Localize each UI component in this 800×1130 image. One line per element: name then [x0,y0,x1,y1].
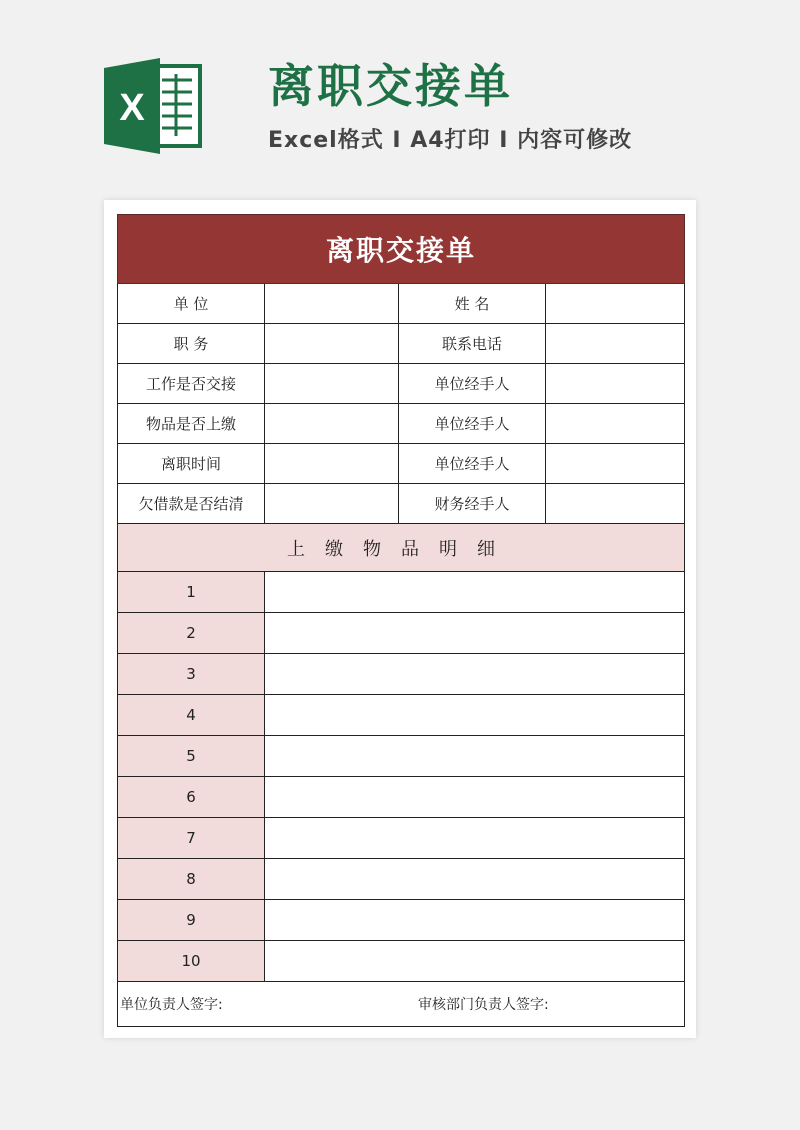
item-detail-cell[interactable] [265,941,685,982]
input-debt-settled[interactable] [265,484,399,524]
label-items-returned: 物品是否上缴 [118,404,265,444]
label-unit-handler-1: 单位经手人 [399,364,546,404]
input-leave-date[interactable] [265,444,399,484]
item-row [118,941,685,982]
info-row [118,484,685,524]
item-number: 2 [118,613,265,654]
excel-logo-icon [104,58,204,154]
item-detail-cell[interactable] [265,900,685,941]
input-unit-handler-1[interactable] [546,364,685,404]
label-name: 姓 名 [399,284,546,324]
unit-head-signature-label: 单位负责人签字: [120,997,223,1013]
input-unit-handler-3[interactable] [546,444,685,484]
item-number: 8 [118,859,265,900]
section-title: 上缴物品明细 [118,524,685,572]
item-detail-cell[interactable] [265,736,685,777]
item-row [118,900,685,941]
item-row [118,818,685,859]
label-phone: 联系电话 [399,324,546,364]
form-title: 离职交接单 [118,215,685,284]
input-phone[interactable] [546,324,685,364]
item-row [118,777,685,818]
item-detail-cell[interactable] [265,613,685,654]
item-detail-cell[interactable] [265,654,685,695]
input-items-returned[interactable] [265,404,399,444]
item-detail-cell[interactable] [265,777,685,818]
item-number: 7 [118,818,265,859]
info-row [118,284,685,324]
input-name[interactable] [546,284,685,324]
item-number: 1 [118,572,265,613]
item-row [118,736,685,777]
label-leave-date: 离职时间 [118,444,265,484]
page-header [0,0,800,200]
label-debt-settled: 欠借款是否结清 [118,484,265,524]
item-row [118,654,685,695]
input-finance-handler[interactable] [546,484,685,524]
item-number: 4 [118,695,265,736]
logo-letter: X [119,87,145,129]
input-work-handover[interactable] [265,364,399,404]
item-detail-cell[interactable] [265,859,685,900]
item-number: 9 [118,900,265,941]
item-row [118,572,685,613]
label-unit-handler-3: 单位经手人 [399,444,546,484]
info-row [118,324,685,364]
label-work-handover: 工作是否交接 [118,364,265,404]
label-unit-handler-2: 单位经手人 [399,404,546,444]
page-subtitle: Excel格式 I A4打印 I 内容可修改 [268,128,633,153]
item-detail-cell[interactable] [265,572,685,613]
page-title: 离职交接单 [268,59,513,113]
item-row [118,859,685,900]
review-dept-signature-label: 审核部门负责人签字: [418,997,549,1013]
info-row [118,364,685,404]
input-unit[interactable] [265,284,399,324]
info-row [118,444,685,484]
label-finance-handler: 财务经手人 [399,484,546,524]
signature-row[interactable] [118,982,685,1027]
item-row [118,613,685,654]
item-detail-cell[interactable] [265,818,685,859]
item-number: 3 [118,654,265,695]
item-number: 5 [118,736,265,777]
handover-form [117,214,684,1027]
item-row [118,695,685,736]
form-table [117,214,685,1027]
item-number: 6 [118,777,265,818]
item-detail-cell[interactable] [265,695,685,736]
input-unit-handler-2[interactable] [546,404,685,444]
input-position[interactable] [265,324,399,364]
item-number: 10 [118,941,265,982]
label-position: 职 务 [118,324,265,364]
info-row [118,404,685,444]
label-unit: 单 位 [118,284,265,324]
